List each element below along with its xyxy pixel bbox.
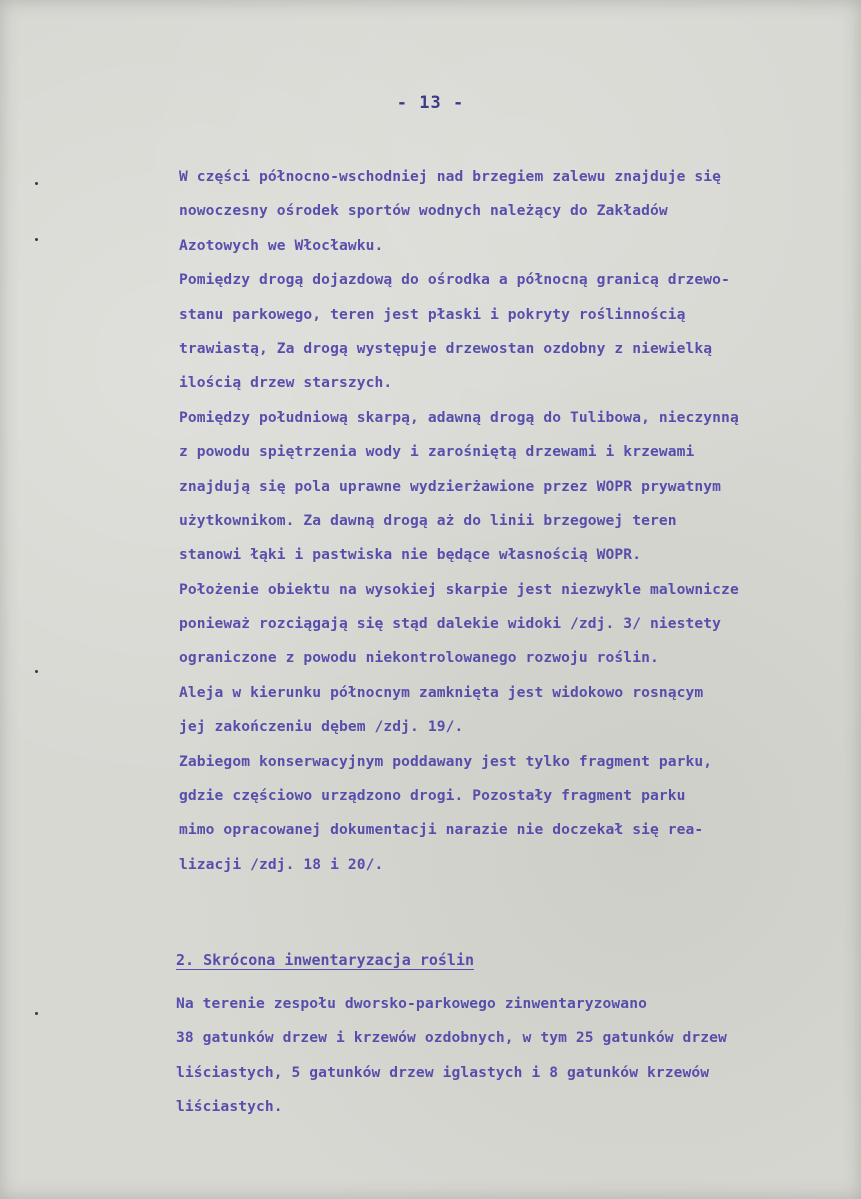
text-line: 38 gatunków drzew i krzewów ozdobnych, w tym 25 gatunków drzew [176,1029,727,1047]
text-line: Położenie obiektu na wysokiej skarpie jest niezwykle malownicze [179,580,739,598]
text-line: użytkownikom. Za dawną drogą aż do linii brzegowej teren [179,511,677,529]
text-line: gdzie częściowo urządzono drogi. Pozostały fragment parku [179,787,686,805]
text-line: Pomiędzy południową skarpą, adawną drogą do Tulibowa, nieczynną [179,408,739,426]
section-heading: 2. Skrócona inwentaryzacja roślin [176,951,475,969]
text-line: nowoczesny ośrodek sportów wodnych należący do Zakładów [179,202,668,220]
text-line: jej zakończeniu dębem /zdj. 19/. [179,718,464,736]
text-line: Azotowych we Włocławku. [179,236,384,254]
text-line: stanowi łąki i pastwiska nie będące własnością WOPR. [179,546,642,564]
page-number: - 13 - [396,93,465,113]
text-line: Zabiegom konserwacyjnym poddawany jest tylko fragment parku, [179,752,713,770]
text-line: stanu parkowego, teren jest płaski i pokryty roślinnością [179,305,686,323]
margin-punch-mark [35,1012,38,1015]
text-line: Pomiędzy drogą dojazdową do ośrodka a północną granicą drzewo- [179,271,730,289]
text-line: liściastych. [176,1098,283,1116]
text-line: Na terenie zespołu dworsko-parkowego zinwentaryzowano [176,995,647,1012]
text-line: ponieważ rozciągają się stąd dalekie widoki /zdj. 3/ niestety [179,615,722,633]
text-line: znajdują się pola uprawne wydzierżawione przez WOPR prywatnym [179,477,722,495]
text-line: ograniczone z powodu niekontrolowanego rozwoju roślin. [179,649,659,667]
text-line: ilością drzew starszych. [179,374,393,392]
section-paragraph [176,987,836,1125]
margin-punch-mark [35,182,38,185]
text-line: W części północno-wschodniej nad brzegiem zalewu znajduje się [179,168,722,185]
text-line: Aleja w kierunku północnym zamknięta jest widokowo rosnącym [179,683,704,701]
margin-punch-mark [35,670,38,673]
text-line: lizacji /zdj. 18 i 20/. [179,855,384,873]
text-line: trawiastą, Za drogą występuje drzewostan ozdobny z niewielką [179,339,713,357]
text-line: mimo opracowanej dokumentacji narazie nie doczekał się rea- [179,821,704,839]
text-line: z powodu spiętrzenia wody i zarośniętą drzewami i krzewami [179,443,695,461]
margin-punch-mark [35,238,38,241]
body-paragraphs [179,160,839,882]
text-line: liściastych, 5 gatunków drzew iglastych i 8 gatunków krzewów [176,1063,710,1081]
